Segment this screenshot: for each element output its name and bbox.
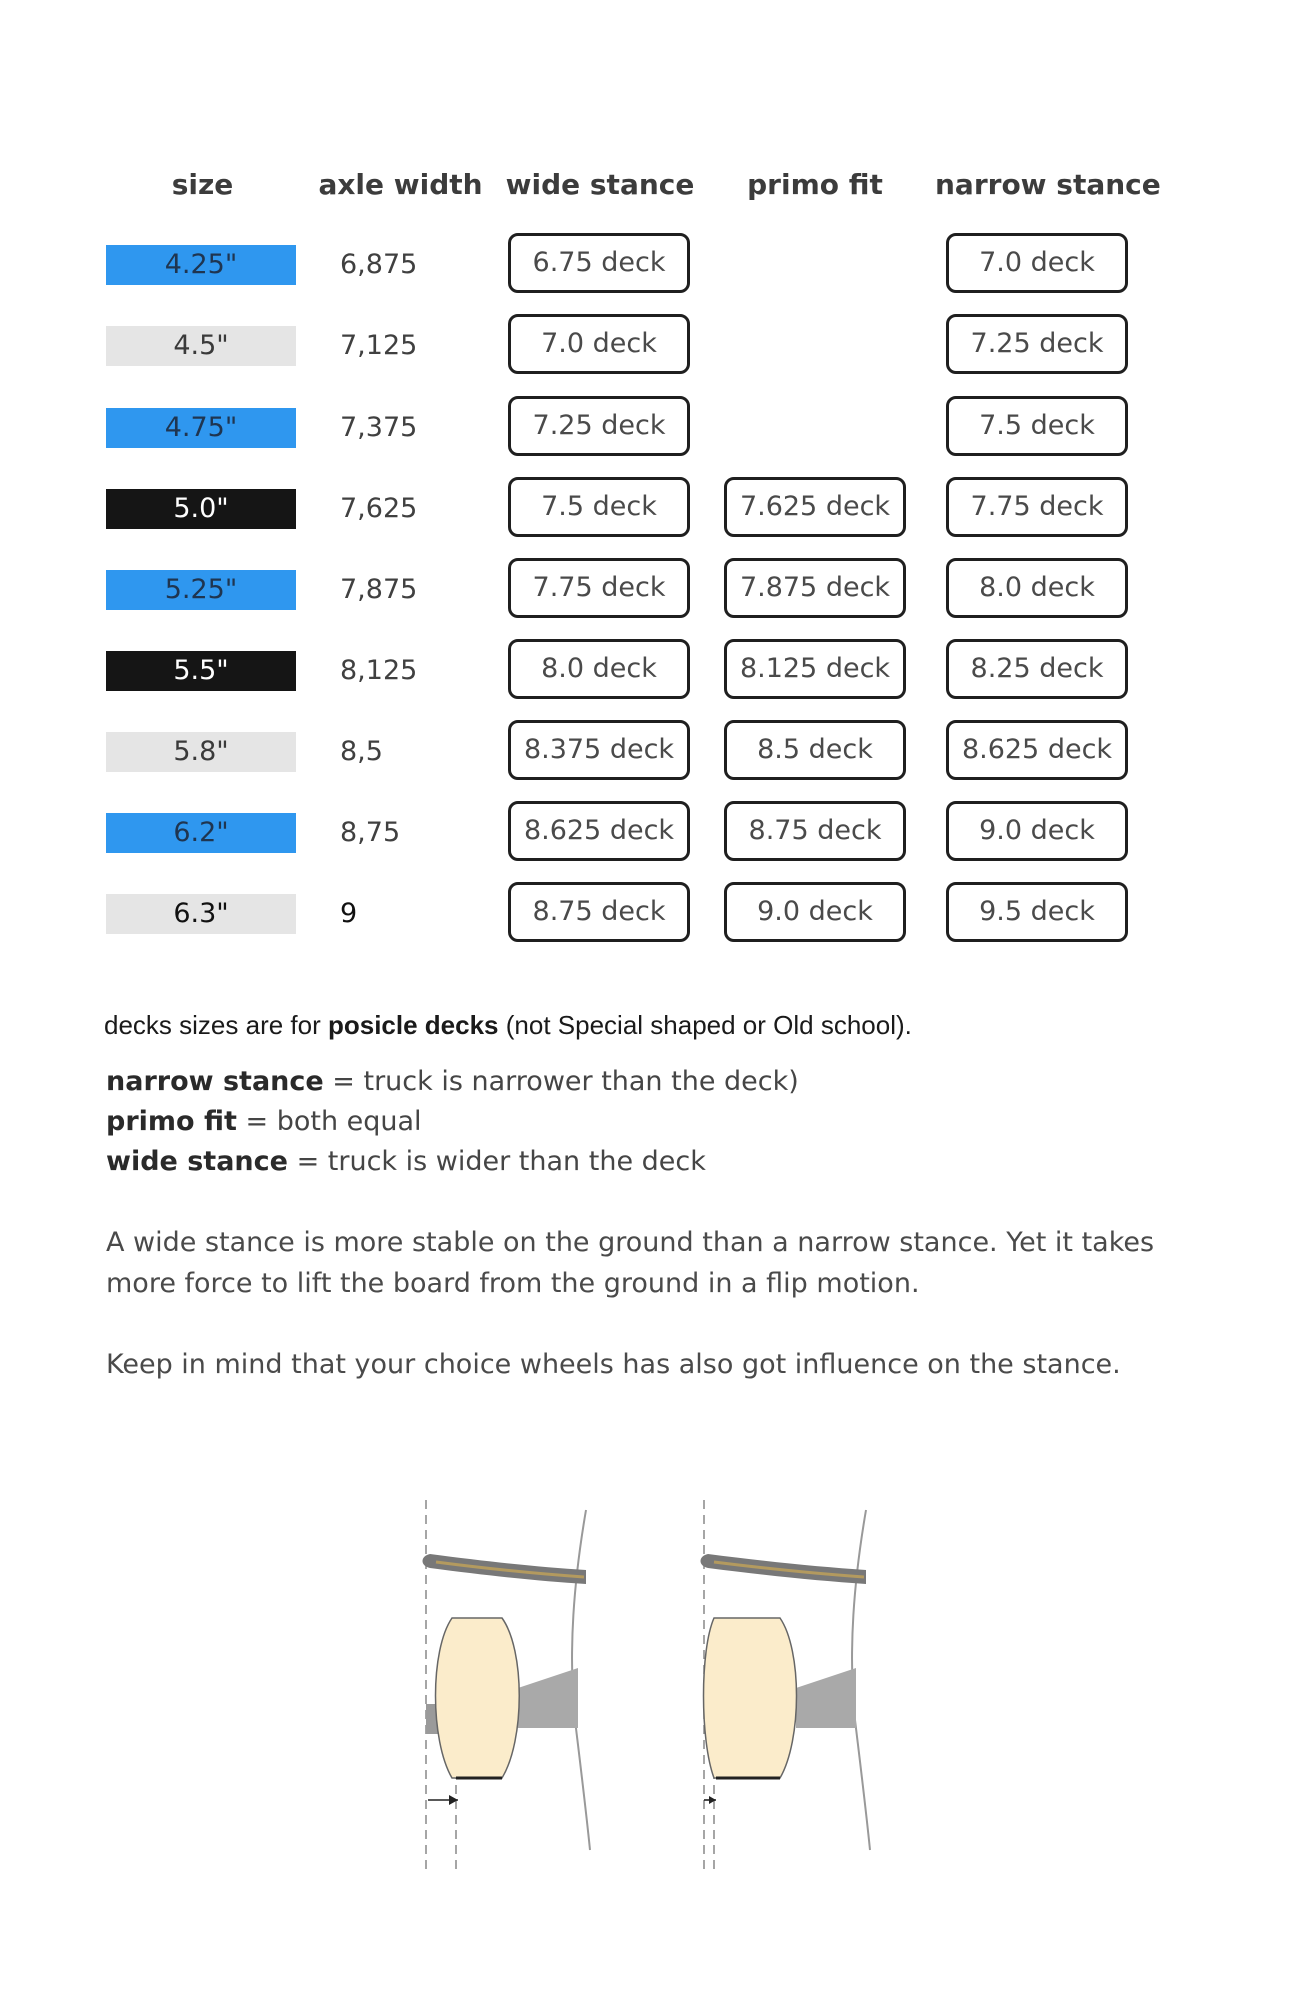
axle-width-cell: 8,5 <box>340 736 383 767</box>
deck-type-note <box>104 1010 912 1041</box>
stance-diagram <box>400 1500 920 1870</box>
primo-fit-deck: 7.875 deck <box>724 558 906 618</box>
stability-paragraph: A wide stance is more stable on the ground than a narrow stance. Yet it takes more force to lift the board from the ground in a flip motion. <box>106 1227 1155 1299</box>
wide-stance-deck: 7.75 deck <box>508 558 690 618</box>
definition-term: narrow stance <box>106 1066 324 1097</box>
primo-fit-deck: 9.0 deck <box>724 882 906 942</box>
narrow-stance-deck: 8.625 deck <box>946 720 1128 780</box>
size-cell: 4.25" <box>106 245 296 285</box>
wide-stance-deck: 8.0 deck <box>508 639 690 699</box>
definition-text: = both equal <box>236 1106 422 1137</box>
header-narrow-stance: narrow stance <box>935 168 1161 201</box>
primo-fit-deck: 7.625 deck <box>724 477 906 537</box>
size-cell: 5.25" <box>106 570 296 610</box>
note-suffix: (not Special shaped or Old school). <box>498 1010 912 1040</box>
table-row <box>0 233 1300 303</box>
narrow-stance-deck: 7.0 deck <box>946 233 1128 293</box>
narrow-stance-illustration <box>701 1500 871 1870</box>
table-row <box>0 314 1300 384</box>
definition-text: = truck is narrower than the deck) <box>323 1066 799 1097</box>
note-prefix: decks sizes are for <box>104 1010 328 1040</box>
table-row <box>0 477 1300 547</box>
wide-stance-deck: 8.75 deck <box>508 882 690 942</box>
size-cell: 5.5" <box>106 651 296 691</box>
primo-fit-deck: 8.75 deck <box>724 801 906 861</box>
narrow-stance-deck: 7.75 deck <box>946 477 1128 537</box>
table-row <box>0 720 1300 790</box>
axle-width-cell: 6,875 <box>340 249 418 280</box>
size-cell: 4.75" <box>106 408 296 448</box>
size-cell: 6.2" <box>106 813 296 853</box>
wide-stance-deck: 8.375 deck <box>508 720 690 780</box>
axle-width-cell: 8,75 <box>340 817 401 848</box>
table-row <box>0 801 1300 871</box>
wide-stance-deck: 7.5 deck <box>508 477 690 537</box>
primo-fit-deck: 8.5 deck <box>724 720 906 780</box>
axle-width-cell: 7,125 <box>340 330 418 361</box>
table-row <box>0 558 1300 628</box>
wide-stance-deck: 6.75 deck <box>508 233 690 293</box>
narrow-stance-deck: 7.5 deck <box>946 396 1128 456</box>
definition-text: = truck is wider than the deck <box>287 1146 706 1177</box>
header-axle-width: axle width <box>318 168 483 201</box>
narrow-stance-deck: 8.25 deck <box>946 639 1128 699</box>
axle-width-cell: 8,125 <box>340 655 418 686</box>
primo-fit-deck: 8.125 deck <box>724 639 906 699</box>
axle-width-cell: 7,375 <box>340 412 418 443</box>
definition-term: primo fit <box>106 1106 237 1137</box>
stance-definitions <box>106 1062 799 1182</box>
axle-width-cell: 7,875 <box>340 574 418 605</box>
header-wide-stance: wide stance <box>505 168 695 201</box>
size-cell: 5.0" <box>106 489 296 529</box>
wide-stance-deck: 7.25 deck <box>508 396 690 456</box>
definition-term: wide stance <box>106 1146 288 1177</box>
table-row <box>0 396 1300 466</box>
header-primo-fit: primo fit <box>747 168 883 201</box>
axle-width-cell: 7,625 <box>340 493 418 524</box>
definition-primo-fit <box>106 1102 799 1142</box>
size-cell: 4.5" <box>106 326 296 366</box>
header-size: size <box>171 168 234 201</box>
wheels-paragraph: Keep in mind that your choice wheels has also got influence on the stance. <box>106 1349 1121 1380</box>
table-row <box>0 882 1300 952</box>
axle-width-cell: 9 <box>340 898 358 929</box>
note-bold: posicle decks <box>327 1010 499 1040</box>
table-row <box>0 639 1300 709</box>
size-cell: 5.8" <box>106 732 296 772</box>
definition-wide-stance <box>106 1142 799 1182</box>
narrow-stance-deck: 9.5 deck <box>946 882 1128 942</box>
definition-narrow-stance <box>106 1062 799 1102</box>
size-cell: 6.3" <box>106 894 296 934</box>
narrow-stance-deck: 8.0 deck <box>946 558 1128 618</box>
narrow-stance-deck: 9.0 deck <box>946 801 1128 861</box>
narrow-stance-deck: 7.25 deck <box>946 314 1128 374</box>
wide-stance-deck: 7.0 deck <box>508 314 690 374</box>
wide-stance-deck: 8.625 deck <box>508 801 690 861</box>
wide-stance-illustration <box>423 1500 591 1870</box>
